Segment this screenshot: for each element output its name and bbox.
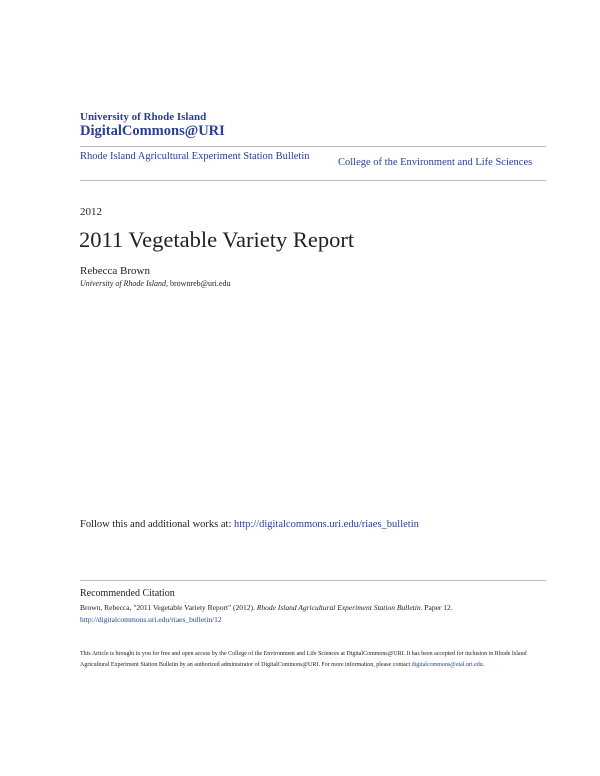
follow-link[interactable]: http://digitalcommons.uri.edu/riaes_bulletin — [234, 519, 419, 530]
header-bottom-rule — [80, 180, 546, 181]
series-link[interactable]: Rhode Island Agricultural Experiment Station Bulletin — [80, 151, 310, 162]
author-affiliation — [80, 279, 230, 288]
citation-journal: Rhode Island Agricultural Experiment Station Bulletin. — [256, 603, 423, 612]
citation-prefix: Brown, Rebecca, "2011 Vegetable Variety Report" (2012). — [80, 603, 257, 612]
notice-email-link[interactable]: digitalcommons@etal.uri.edu — [411, 662, 483, 668]
author-email: , brownreb@uri.edu — [165, 279, 231, 288]
recommended-citation-heading: Recommended Citation — [80, 588, 175, 599]
institution-name: University of Rhode Island — [80, 111, 207, 123]
publication-year: 2012 — [80, 206, 102, 218]
follow-line — [80, 519, 419, 530]
repository-name[interactable]: DigitalCommons@URI — [80, 123, 225, 139]
citation-rule — [80, 580, 546, 581]
header-top-rule — [80, 146, 546, 147]
notice-end: . — [482, 662, 485, 668]
affiliation-institution: University of Rhode Island — [80, 279, 166, 288]
citation-link[interactable]: http://digitalcommons.uri.edu/riaes_bulletin/12 — [80, 615, 222, 624]
notice-text: This Article is brought to you for free and open access by the College of the Environment and Life Sciences at DigitalCommons@URI. It has been accepted for inclusion in Rhode Island Agricultural Experiment Station Bulletin by an authorized administrator of DigitalCommons@URI. For more information, please contact — [80, 651, 527, 668]
follow-text: Follow this and additional works at: — [80, 519, 234, 530]
author-name: Rebecca Brown — [80, 265, 150, 277]
citation-text — [80, 602, 540, 626]
college-link[interactable]: College of the Environment and Life Sciences — [338, 157, 533, 168]
access-notice — [80, 649, 530, 671]
article-title: 2011 Vegetable Variety Report — [79, 227, 355, 252]
citation-suffix: Paper 12. — [422, 603, 453, 612]
